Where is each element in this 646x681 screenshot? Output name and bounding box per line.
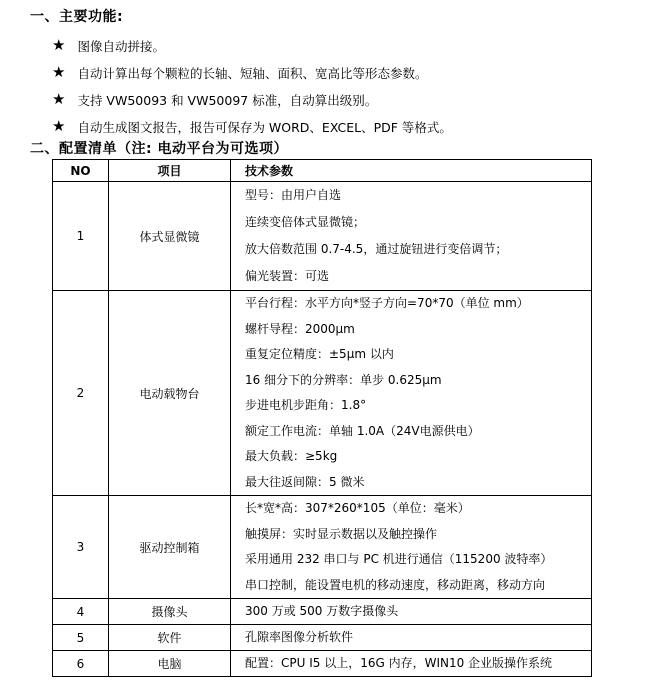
param-line: 采用通用 232 串口与 PC 机进行通信（115200 波特率）: [245, 552, 553, 566]
cell-no: 2: [53, 291, 109, 496]
feature-bullet-text: 自动生成图文报告，报告可保存为 WORD、EXCEL、PDF 等格式。: [77, 119, 452, 135]
param-line: 偏光装置：可选: [245, 269, 330, 283]
param-line: 串口控制，能设置电机的移动速度，移动距离，移动方向: [245, 577, 546, 592]
star-icon: ★: [52, 90, 66, 108]
table-row: [53, 599, 592, 625]
feature-bullet-text: 自动计算出每个颗粒的长轴、短轴、面积、宽高比等形态参数。: [77, 65, 428, 81]
cell-item: 摄像头: [109, 599, 231, 625]
star-icon: ★: [52, 63, 66, 81]
table-row: [53, 182, 592, 291]
param-line: 型号：由用户自选: [245, 188, 342, 202]
cell-params: [231, 651, 592, 677]
feature-bullet-list: [52, 32, 646, 140]
cell-item: 驱动控制箱: [109, 496, 231, 599]
table-header-row: [53, 160, 592, 182]
cell-no: 3: [53, 496, 109, 599]
param-line: 配置：CPU I5 以上，16G 内存，WIN10 企业版操作系统: [245, 656, 553, 670]
cell-item: 电动载物台: [109, 291, 231, 496]
table-row: [53, 651, 592, 677]
param-line: 额定工作电流：单轴 1.0A（24V电源供电）: [245, 423, 480, 438]
section1-heading: 一、主要功能:: [30, 9, 124, 25]
cell-params: [231, 496, 592, 599]
star-icon: ★: [52, 117, 66, 135]
param-line: 重复定位精度：±5μm 以内: [245, 347, 394, 361]
param-line: 触摸屏：实时显示数据以及触控操作: [245, 526, 438, 541]
table-row: [53, 496, 592, 599]
cell-no: 6: [53, 651, 109, 677]
cell-item: 软件: [109, 625, 231, 651]
cell-no: 1: [53, 182, 109, 291]
param-line: 16 细分下的分辨率：单步 0.625μm: [245, 372, 442, 387]
param-line: 长*宽*高：307*260*105（单位：毫米）: [245, 501, 470, 515]
cell-no: 5: [53, 625, 109, 651]
column-header-params: 技术参数: [231, 160, 592, 182]
param-line: 螺杆导程：2000μm: [245, 321, 355, 336]
param-line: 最大往返间隙：5 微米: [245, 474, 365, 489]
param-line: 平台行程：水平方向*竖子方向=70*70（单位 mm）: [245, 296, 529, 310]
param-line: 放大倍数范围 0.7-4.5，通过旋钮进行变倍调节；: [245, 242, 508, 256]
cell-params: [231, 625, 592, 651]
param-line: 步进电机步距角：1.8°: [245, 398, 367, 412]
table-row: [53, 291, 592, 496]
spec-table-body: [53, 160, 592, 677]
param-line: 孔隙率图像分析软件: [245, 630, 354, 644]
feature-bullet-item: [52, 86, 646, 113]
param-line: 最大负载：≥5kg: [245, 449, 338, 463]
feature-bullet-item: [52, 59, 646, 86]
feature-bullet-text: 支持 VW50093 和 VW50097 标准，自动算出级别。: [77, 92, 378, 108]
column-header-item: 项目: [109, 160, 231, 182]
cell-params: [231, 182, 592, 291]
feature-bullet-text: 图像自动拼接。: [77, 38, 165, 54]
cell-item: 电脑: [109, 651, 231, 677]
cell-no: 4: [53, 599, 109, 625]
cell-params: [231, 291, 592, 496]
star-icon: ★: [52, 36, 66, 54]
spec-table: [52, 159, 592, 677]
cell-params: [231, 599, 592, 625]
param-line: 连续变倍体式显微镜；: [245, 215, 366, 229]
column-header-no: NO: [53, 160, 109, 182]
cell-item: 体式显微镜: [109, 182, 231, 291]
feature-bullet-item: [52, 113, 646, 140]
feature-bullet-item: [52, 32, 646, 59]
section2-heading: 二、配置清单（注: 电动平台为可选项）: [30, 141, 288, 157]
table-row: [53, 625, 592, 651]
param-line: 300 万或 500 万数字摄像头: [245, 604, 399, 618]
